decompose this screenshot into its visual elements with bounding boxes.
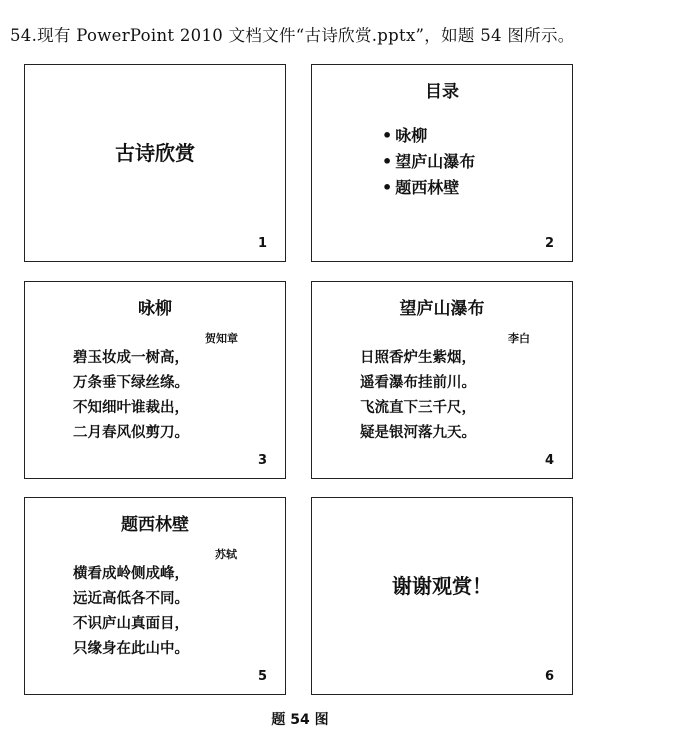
toc-item: • 题西林壁 [382, 175, 475, 201]
poem-text [360, 346, 476, 446]
poem-line: 遥看瀑布挂前川。 [360, 375, 476, 391]
poem-line: 横看成岭侧成峰， [73, 566, 189, 582]
poem-author: 苏轼 [215, 548, 237, 561]
poem-author: 李白 [508, 332, 530, 345]
slide-title: 望庐山瀑布 [399, 299, 485, 319]
slide-title: 谢谢观赏！ [392, 574, 492, 598]
poem-line: 不识庐山真面目， [73, 616, 189, 632]
poem-line: 碧玉妆成一树高， [73, 350, 189, 366]
poem-text [73, 562, 189, 662]
slide-title: 题西林壁 [121, 515, 189, 535]
toc-item: • 望庐山瀑布 [382, 149, 475, 175]
slide-number: 5 [257, 669, 267, 684]
poem-line: 不知细叶谁裁出， [73, 400, 189, 416]
slide-number: 2 [544, 236, 554, 251]
slide-title: 古诗欣赏 [115, 141, 195, 165]
slide-title: 目录 [425, 82, 459, 102]
slide-number: 6 [544, 669, 554, 684]
slide-1-thumbnail[interactable] [24, 64, 286, 262]
figure-caption: 题 54 图 [271, 712, 329, 728]
slide-4-thumbnail[interactable] [311, 281, 573, 479]
slide-number: 4 [544, 453, 554, 468]
poem-line: 日照香炉生紫烟， [360, 350, 476, 366]
slide-3-thumbnail[interactable] [24, 281, 286, 479]
slide-2-thumbnail[interactable] [311, 64, 573, 262]
slide-number: 1 [257, 236, 267, 251]
poem-line: 二月春风似剪刀。 [73, 425, 189, 441]
slide-6-thumbnail[interactable] [311, 497, 573, 695]
poem-line: 疑是银河落九天。 [360, 425, 476, 441]
toc-item: • 咏柳 [382, 123, 475, 149]
poem-text [73, 346, 189, 446]
slide-5-thumbnail[interactable] [24, 497, 286, 695]
poem-author: 贺知章 [205, 332, 238, 345]
poem-line: 远近高低各不同。 [73, 591, 189, 607]
slide-title: 咏柳 [138, 299, 172, 319]
slide-number: 3 [257, 453, 267, 468]
toc-list [382, 123, 475, 201]
poem-line: 飞流直下三千尺， [360, 400, 476, 416]
question-text: 54.现有 PowerPoint 2010 文档文件“古诗欣赏.pptx”，如题 54 图所示。 [10, 26, 575, 45]
poem-line: 万条垂下绿丝绦。 [73, 375, 189, 391]
poem-line: 只缘身在此山中。 [73, 641, 189, 657]
